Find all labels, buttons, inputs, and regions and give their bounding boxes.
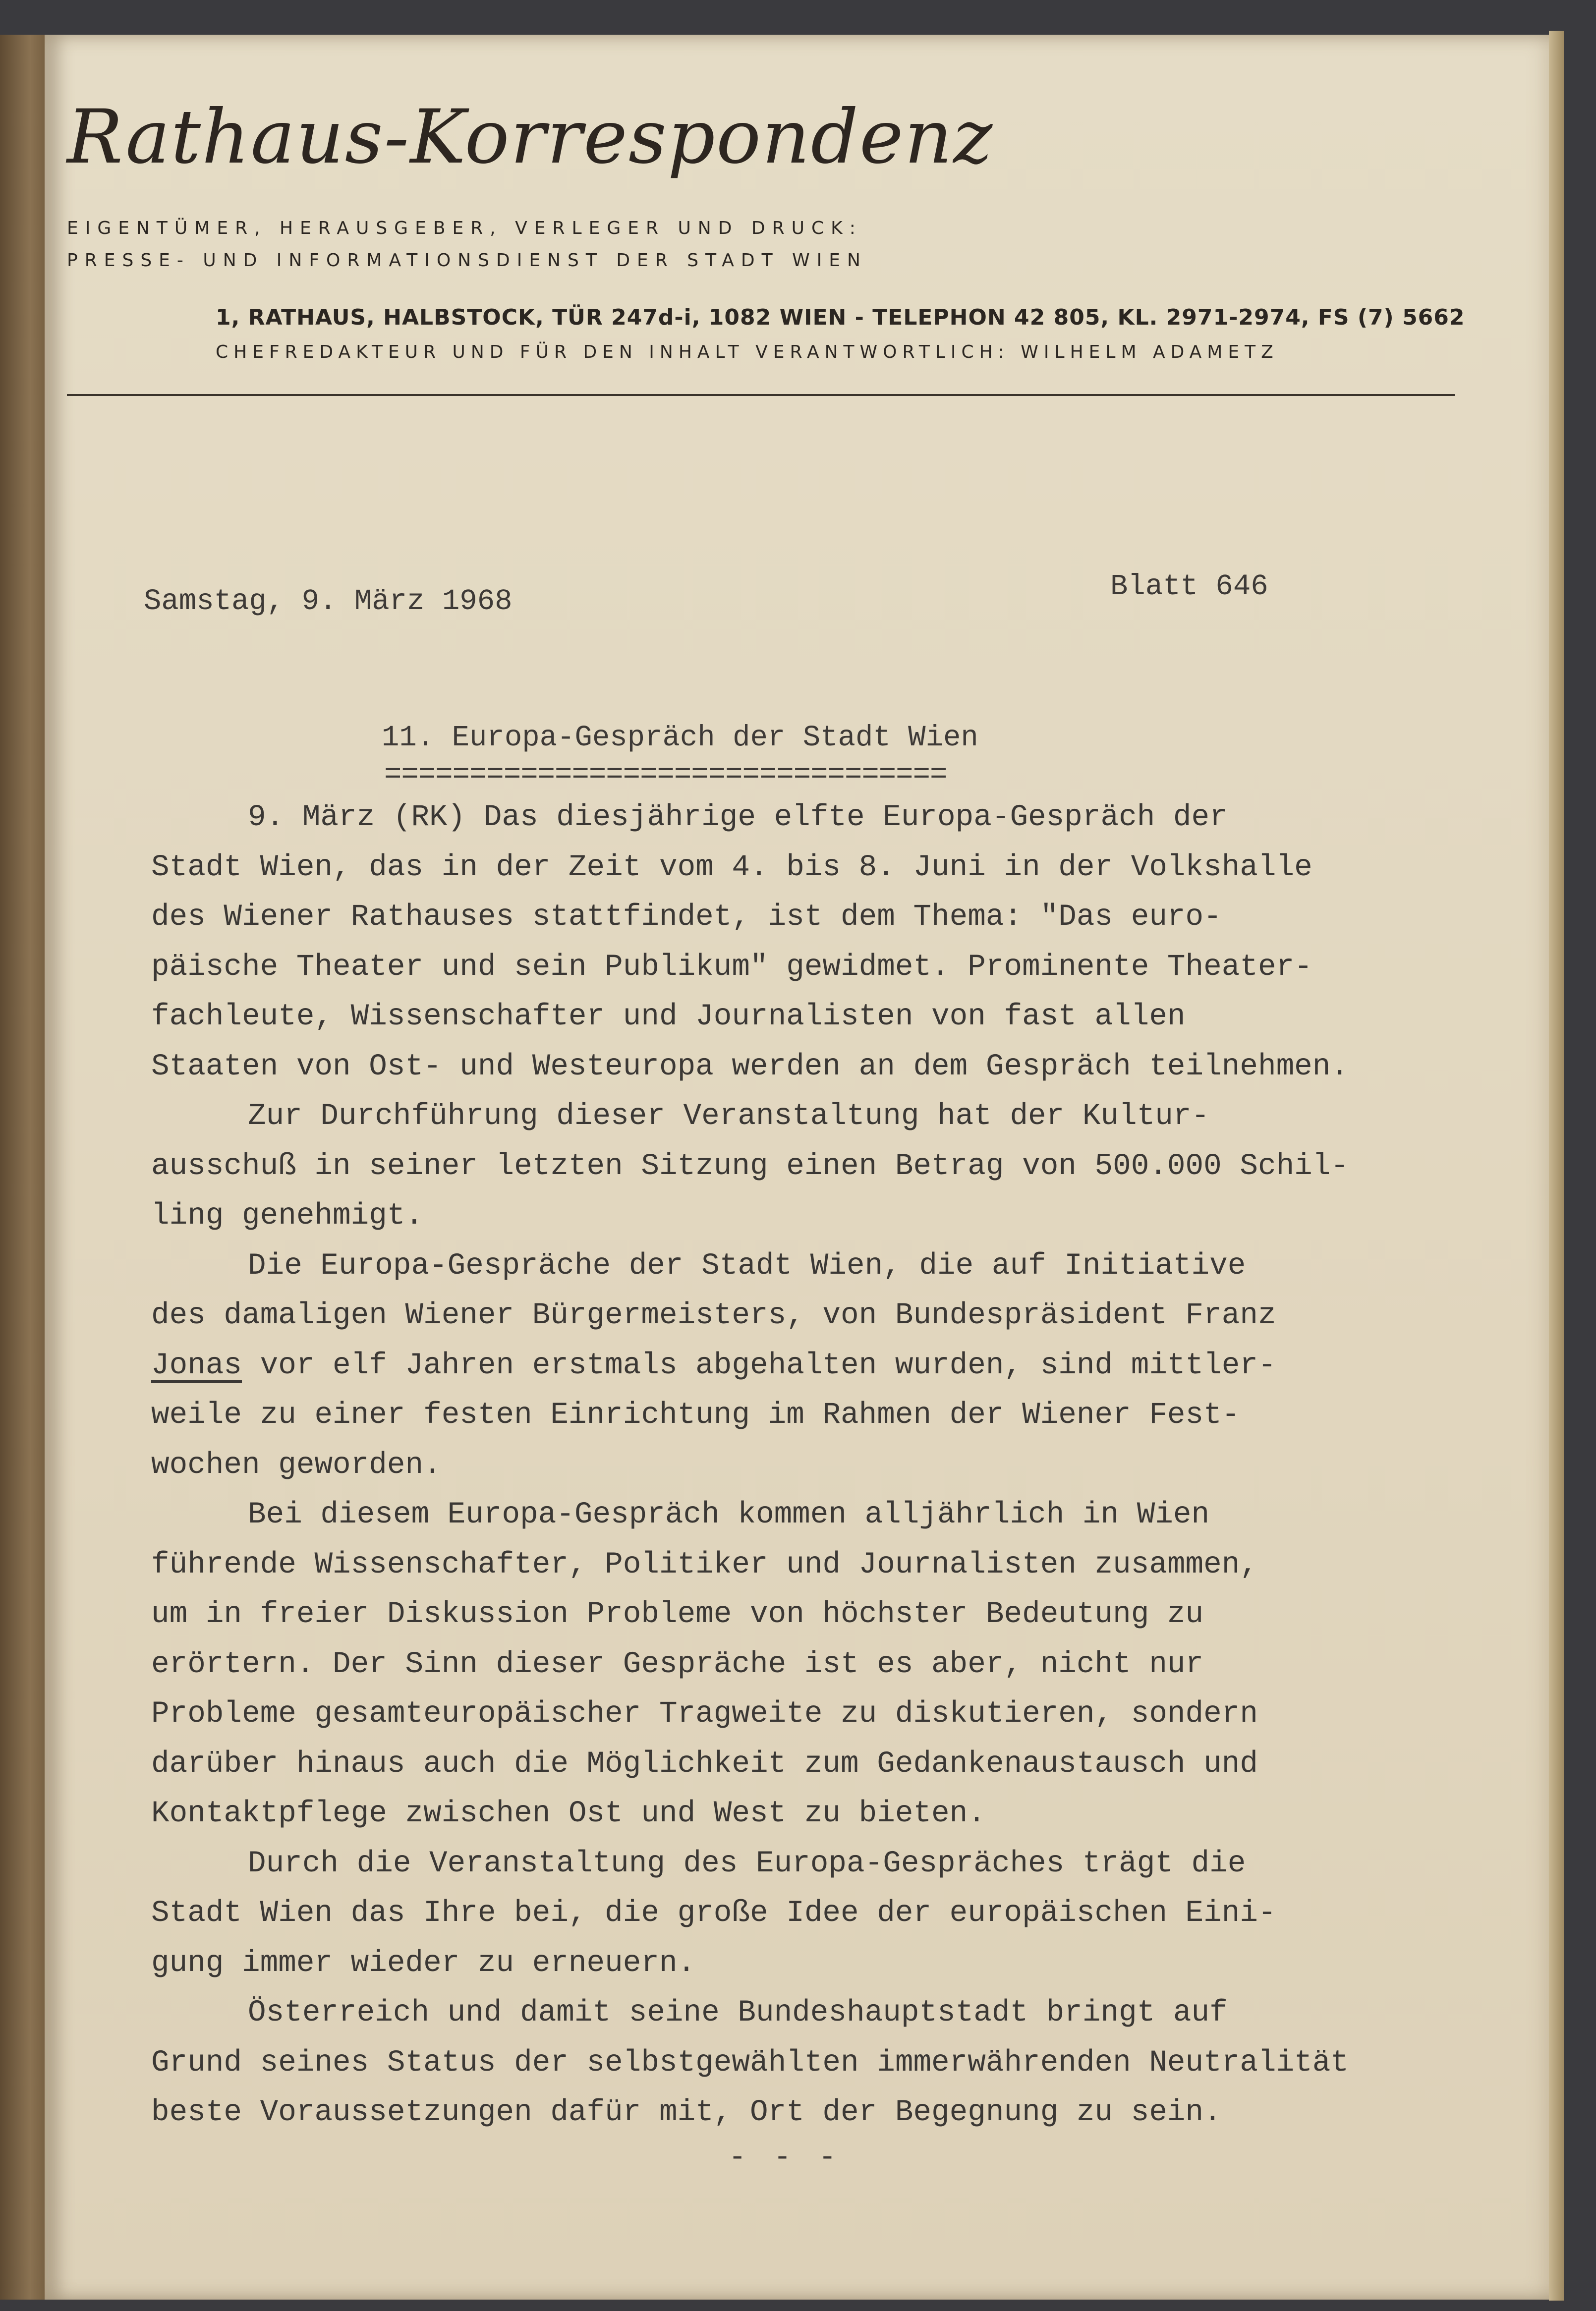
page-edge	[1549, 31, 1564, 2301]
article-body	[151, 793, 1499, 2138]
body-line: erörtern. Der Sinn dieser Gespräche ist es aber, nicht nur	[151, 1647, 1204, 1682]
body-line: beste Voraussetzungen dafür mit, Ort der Begegnung zu sein.	[151, 2095, 1222, 2130]
body-line: weile zu einer festen Einrichtung im Rahmen der Wiener Fest-	[151, 1398, 1240, 1432]
body-line: Bei diesem Europa-Gespräch kommen alljährlich in Wien	[248, 1498, 1210, 1532]
body-line	[151, 1341, 1499, 1391]
sheet-number: Blatt 646	[1110, 570, 1268, 603]
body-line: gung immer wieder zu erneuern.	[151, 1946, 696, 1980]
body-line: Durch die Veranstaltung des Europa-Gespräches trägt die	[248, 1846, 1246, 1881]
masthead-owner-line: EIGENTÜMER, HERAUSGEBER, VERLEGER UND DRUCK:	[67, 218, 862, 238]
underlined-name: Jonas	[151, 1348, 242, 1383]
body-line: ausschuß in seiner letzten Sitzung einen Betrag von 500.000 Schil-	[151, 1149, 1349, 1184]
body-line: darüber hinaus auch die Möglichkeit zum Gedankenaustausch und	[151, 1747, 1258, 1781]
body-line: Die Europa-Gespräche der Stadt Wien, die auf Initiative	[248, 1248, 1246, 1283]
body-line: führende Wissenschafter, Politiker und Journalisten zusammen,	[151, 1547, 1258, 1582]
body-line: Stadt Wien das Ihre bei, die große Idee der europäischen Eini-	[151, 1896, 1276, 1930]
masthead-publisher-line: PRESSE- UND INFORMATIONSDIENST DER STADT WIEN	[67, 250, 867, 271]
body-line: Kontaktpflege zwischen Ost und West zu bieten.	[151, 1797, 986, 1831]
date-line: Samstag, 9. März 1968	[144, 585, 513, 618]
body-line: fachleute, Wissenschafter und Journalisten von fast allen	[151, 1000, 1186, 1034]
body-line: Staaten von Ost- und Westeuropa werden an dem Gespräch teilnehmen.	[151, 1049, 1349, 1084]
body-line: Grund seines Status der selbstgewählten immerwährenden Neutralität	[151, 2045, 1349, 2080]
body-line: um in freier Diskussion Probleme von höchster Bedeutung zu	[151, 1597, 1204, 1632]
body-line-rest: vor elf Jahren erstmals abgehalten wurden, sind mittler-	[242, 1348, 1276, 1383]
body-line: des Wiener Rathauses stattfindet, ist dem Thema: "Das euro-	[151, 900, 1222, 934]
body-line: ling genehmigt.	[151, 1199, 424, 1233]
body-line: päische Theater und sein Publikum" gewidmet. Prominente Theater-	[151, 950, 1312, 984]
masthead-address: 1, RATHAUS, HALBSTOCK, TÜR 247d-i, 1082 WIEN - TELEPHON 42 805, KL. 2971-2974, FS (7) 5662	[216, 305, 1465, 330]
body-line: Zur Durchführung dieser Veranstaltung hat der Kultur-	[248, 1099, 1210, 1133]
masthead-title: Rathaus-Korrespondenz	[67, 94, 994, 180]
article-heading: 11. Europa-Gespräch der Stadt Wien	[382, 721, 978, 754]
body-line: Probleme gesamteuropäischer Tragweite zu diskutieren, sondern	[151, 1697, 1258, 1731]
body-line: des damaligen Wiener Bürgermeisters, von Bundespräsident Franz	[151, 1298, 1276, 1333]
body-line: Stadt Wien, das in der Zeit vom 4. bis 8. Juni in der Volkshalle	[151, 850, 1312, 885]
end-mark: - - -	[729, 2141, 842, 2174]
masthead-editor: CHEFREDAKTEUR UND FÜR DEN INHALT VERANTWORTLICH: WILHELM ADAMETZ	[216, 342, 1279, 362]
body-line: Österreich und damit seine Bundeshauptstadt bringt auf	[248, 1996, 1228, 2030]
masthead-divider	[67, 394, 1455, 396]
body-line: wochen geworden.	[151, 1448, 442, 1482]
body-line: 9. März (RK) Das diesjährige elfte Europa-Gespräch der	[248, 800, 1228, 835]
heading-underline: =================================	[384, 758, 947, 791]
